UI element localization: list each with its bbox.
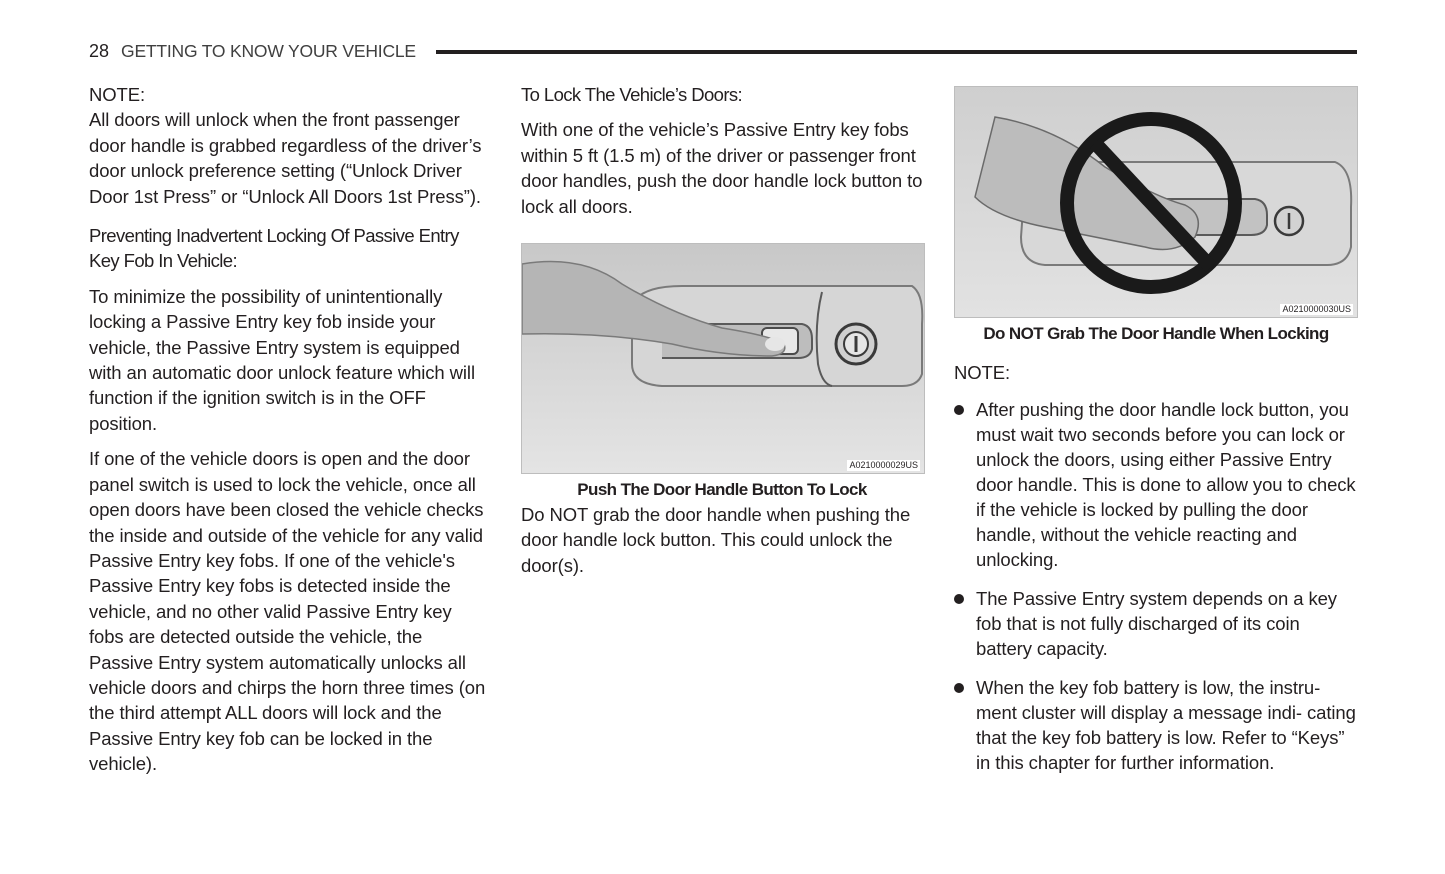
list-item (954, 675, 1358, 775)
bullet-list (954, 397, 1358, 775)
figure-code: A0210000030US (1282, 304, 1351, 314)
list-item (954, 586, 1358, 661)
bullet-icon (954, 683, 964, 693)
section-heading: To Lock The Vehicle’s Doors: (521, 84, 743, 105)
note-label: NOTE: (954, 362, 1011, 383)
note-text: All doors will unlock when the front passenger door handle is grabbed regardless of the driver’s door unlock preference setting (“Unlock Driver Door 1st Press” or “Unlock All Doors 1st Press”). (89, 109, 482, 207)
column-middle (521, 82, 923, 578)
header-rule (436, 50, 1357, 54)
paragraph: Do NOT grab the door handle when pushing the door handle lock button. This could unlock the door(s). (521, 504, 911, 576)
figure-code: A0210000029US (849, 460, 918, 471)
door-handle-push-image (522, 244, 924, 473)
door-handle-grab-image (955, 87, 1357, 317)
list-item-text: When the key fob battery is low, the instru- ment cluster will display a message indi- cating that the key fob battery is low. Refer to “Keys” in this chapter for further information. (976, 677, 1356, 774)
column-right (954, 82, 1358, 789)
list-item-text: The Passive Entry system depends on a key fob that is not fully discharged of its coin battery capacity. (976, 588, 1337, 660)
page-number: 28 (89, 40, 110, 61)
figure-caption: Push The Door Handle Button To Lock (577, 480, 867, 500)
bullet-icon (954, 405, 964, 415)
section-heading: Preventing Inadvertent Locking Of Passive Entry Key Fob In Vehicle: (89, 225, 459, 272)
note-label: NOTE: (89, 84, 146, 105)
paragraph: To minimize the possibility of unintentionally locking a Passive Entry key fob inside your vehicle, the Passive Entry system is equipped with an automatic door unlock feature which will function if the ignition switch is in the OFF position. (89, 285, 475, 434)
page-header (89, 38, 1357, 64)
door-handle-push-illustration (521, 243, 925, 474)
bullet-icon (954, 594, 964, 604)
door-handle-grab-warning-illustration (954, 86, 1358, 318)
paragraph: With one of the vehicle’s Passive Entry key fobs within 5 ft (1.5 m) of the driver or passenger front door handles, push the door handle lock button to lock all doors. (521, 119, 923, 217)
list-item (954, 397, 1358, 572)
section-title: GETTING TO KNOW YOUR VEHICLE (121, 40, 416, 61)
paragraph: If one of the vehicle doors is open and the door panel switch is used to lock the vehicle, once all open doors have been closed the vehicle checks the inside and outside of the vehicle for any valid Passive Entry key fobs. If one of the vehicle's Passive Entry key fobs is detected inside the vehicle, and no other valid Passive Entry key fobs are detected outside the vehicle, the Passive Entry system automatically unlocks all vehicle doors and chirps the horn three times (on the third attempt ALL doors will lock and the Passive Entry key fob can be locked in the vehicle). (89, 448, 486, 775)
list-item-text: After pushing the door handle lock button, you must wait two seconds before you can lock or unlock the doors, using either Passive Entry door handle. This is done to allow you to check if the vehicle is locked by pulling the door handle, without the vehicle reacting and unlocking. (976, 399, 1356, 571)
figure-caption: Do NOT Grab The Door Handle When Locking (983, 324, 1329, 343)
column-left (89, 82, 489, 777)
